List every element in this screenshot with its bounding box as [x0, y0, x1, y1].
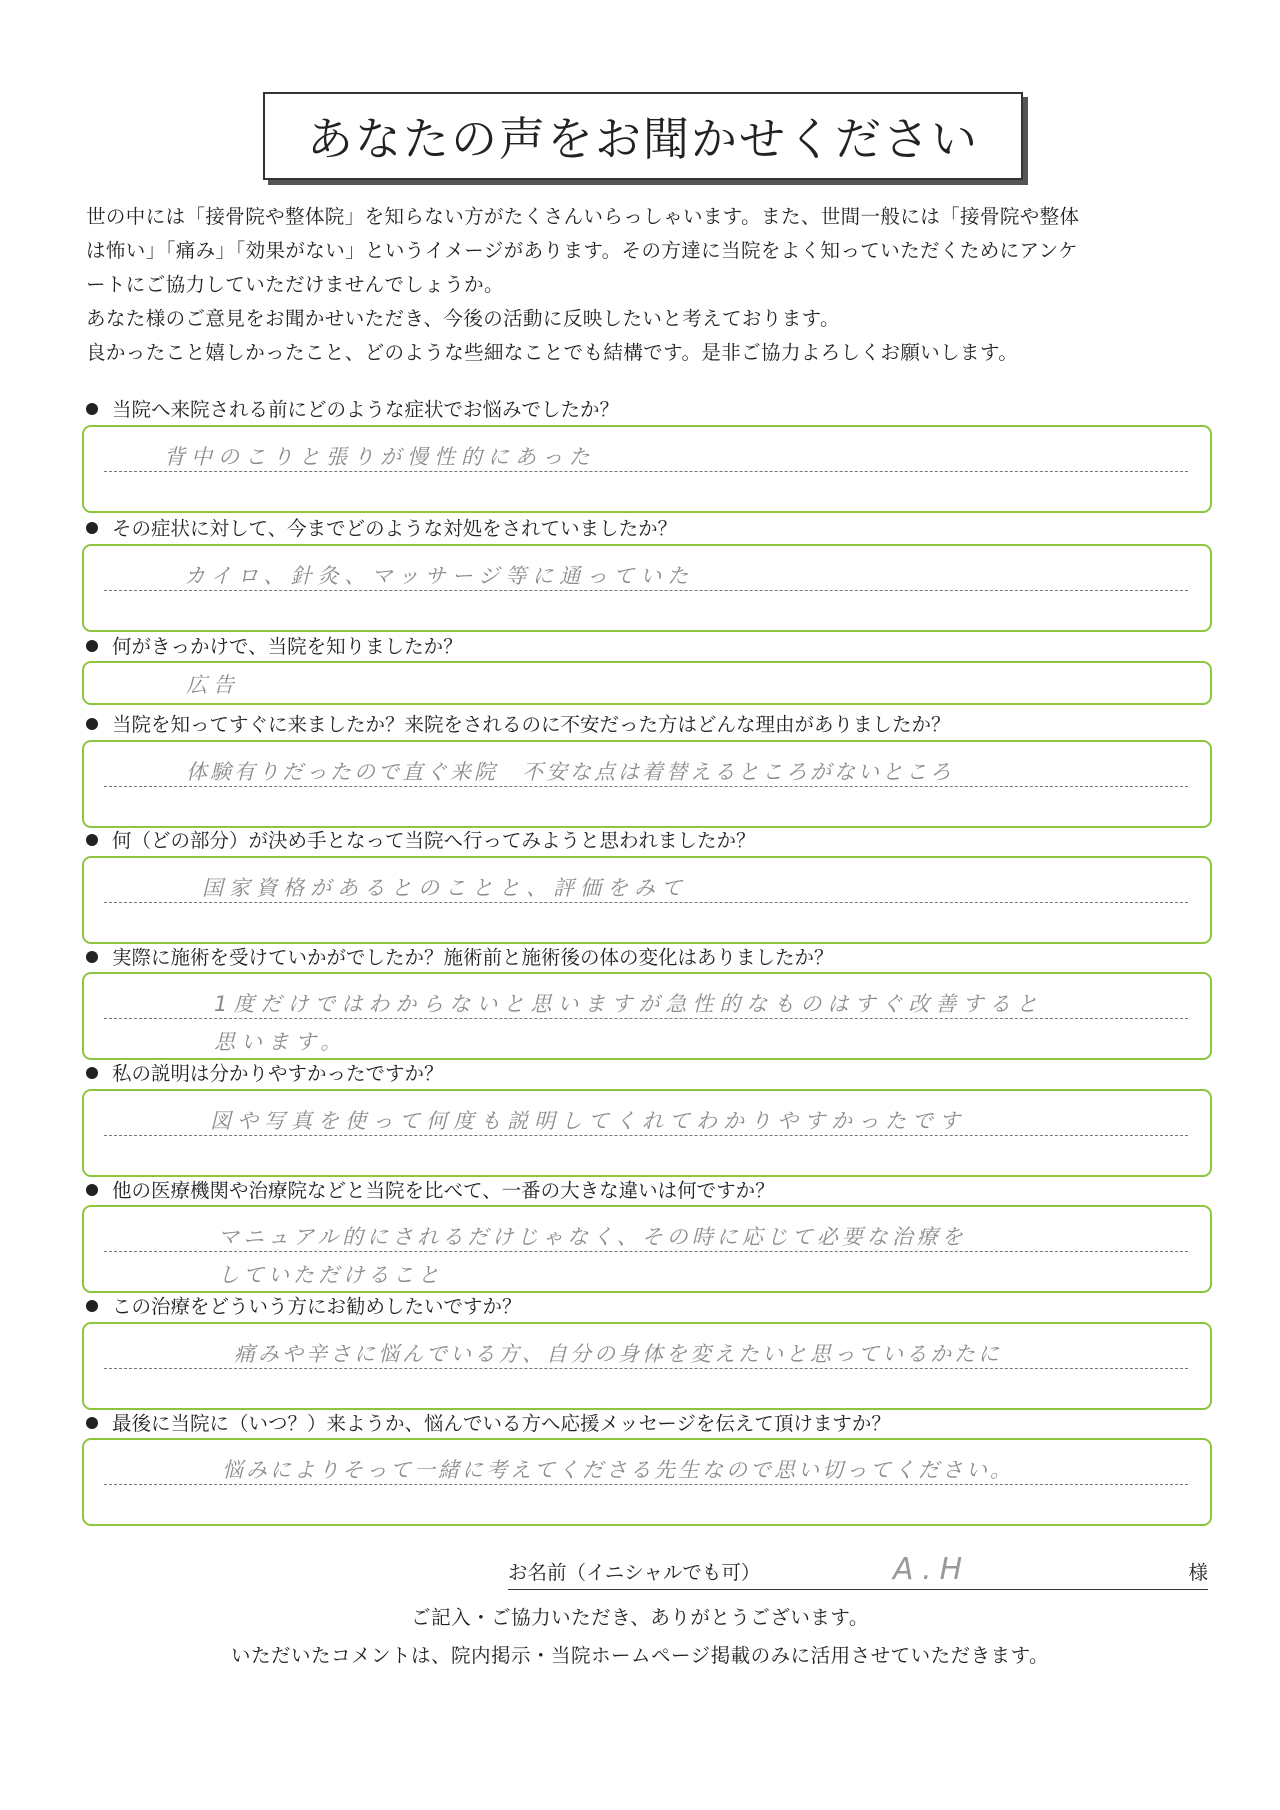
bullet-icon: [86, 1067, 98, 1079]
answer-line: [104, 471, 1188, 472]
question-1: 当院へ来院される前にどのような症状でお悩みでしたか？: [86, 396, 1206, 424]
answer-box-6: [82, 972, 1212, 1060]
question-5: 何（どの部分）が決め手となって当院へ行ってみようと思われましたか？: [86, 827, 1206, 855]
answer-line: [104, 786, 1188, 787]
answer-box-4: [82, 740, 1212, 828]
bullet-icon: [86, 1300, 98, 1312]
bullet-icon: [86, 718, 98, 730]
answer-text: 痛みや辛さに悩んでいる方、自分の身体を変えたいと思っているかたに: [234, 1342, 1002, 1366]
answer-text: 国家資格があるとのことと、評価をみて: [202, 876, 688, 900]
answer-text: カイロ、針灸、マッサージ等に通っていた: [184, 564, 695, 588]
question-7: 私の説明は分かりやすかったですか？: [86, 1060, 1206, 1088]
name-value: A.H: [893, 1552, 971, 1587]
intro-line: ートにご協力していただけませんでしょうか。: [86, 273, 504, 296]
bullet-icon: [86, 1417, 98, 1429]
page-title: あなたの声をお聞かせください: [263, 92, 1023, 180]
bullet-icon: [86, 834, 98, 846]
answer-text: 図や写真を使って何度も説明してくれてわかりやすかったです: [210, 1109, 966, 1133]
answer-line: [104, 1368, 1188, 1369]
answer-line: [104, 902, 1188, 903]
answer-box-1: [82, 425, 1212, 513]
question-9: この治療をどういう方にお勧めしたいですか？: [86, 1293, 1206, 1321]
name-field: [508, 1552, 1208, 1590]
answer-line: [104, 590, 1188, 591]
name-suffix: 様: [1188, 1561, 1208, 1584]
question-10: 最後に当院に（いつ？）来ようか、悩んでいる方へ応援メッセージを伝えて頂けますか？: [86, 1410, 1206, 1438]
answer-text: していただけること: [218, 1263, 443, 1287]
answer-box-10: [82, 1438, 1212, 1526]
answer-line: [104, 1135, 1188, 1136]
bullet-icon: [86, 640, 98, 652]
intro-line: 良かったこと嬉しかったこと、どのような些細なことでも結構です。是非ご協力よろしくお願いします。: [86, 341, 1019, 364]
answer-box-9: [82, 1322, 1212, 1410]
answer-line: [104, 1251, 1188, 1252]
thanks-text: ご記入・ご協力いただき、ありがとうございます。: [411, 1606, 869, 1629]
answer-box-3: [82, 661, 1212, 705]
usage-note: いただいたコメントは、院内掲示・当院ホームページ掲載のみに活用させていただきます。: [230, 1644, 1050, 1667]
question-2: その症状に対して、今までどのような対処をされていましたか？: [86, 515, 1206, 543]
bullet-icon: [86, 403, 98, 415]
intro-text: [86, 200, 1206, 370]
intro-line: は怖い」「痛み」「効果がない」というイメージがあります。その方達に当院をよく知っていただくためにアンケ: [86, 239, 1079, 262]
answer-text: マニュアル的にされるだけじゃなく、その時に応じて必要な治療を: [218, 1225, 967, 1249]
name-label: お名前（イニシャルでも可）: [508, 1561, 761, 1584]
bullet-icon: [86, 1184, 98, 1196]
answer-box-8: [82, 1205, 1212, 1293]
bullet-icon: [86, 522, 98, 534]
answer-line: [104, 1484, 1188, 1485]
answer-line: [104, 1018, 1188, 1019]
answer-text: 思います。: [214, 1030, 348, 1054]
question-3: 何がきっかけで、当院を知りましたか？: [86, 633, 1206, 661]
answer-text: 広告: [186, 673, 240, 697]
answer-box-7: [82, 1089, 1212, 1177]
answer-text: 体験有りだったので直ぐ来院 不安な点は着替えるところがないところ: [186, 760, 954, 784]
bullet-icon: [86, 951, 98, 963]
question-4: 当院を知ってすぐに来ましたか？来院をされるのに不安だった方はどんな理由がありましたか？: [86, 711, 1206, 739]
answer-box-2: [82, 544, 1212, 632]
intro-line: 世の中には「接骨院や整体院」を知らない方がたくさんいらっしゃいます。また、世間一般には「接骨院や整体: [86, 205, 1080, 228]
answer-text: 悩みによりそって一緒に考えてくださる先生なので思い切ってください。: [222, 1458, 1014, 1482]
answer-box-5: [82, 856, 1212, 944]
answer-text: 背中のこりと張りが慢性的にあった: [164, 445, 596, 469]
question-8: 他の医療機関や治療院などと当院を比べて、一番の大きな違いは何ですか？: [86, 1177, 1206, 1205]
answer-text: 1度だけではわからないと思いますが急性的なものはすぐ改善すると: [214, 992, 1044, 1016]
question-6: 実際に施術を受けていかがでしたか？施術前と施術後の体の変化はありましたか？: [86, 944, 1206, 972]
intro-line: あなた様のご意見をお聞かせいただき、今後の活動に反映したいと考えております。: [86, 307, 840, 330]
